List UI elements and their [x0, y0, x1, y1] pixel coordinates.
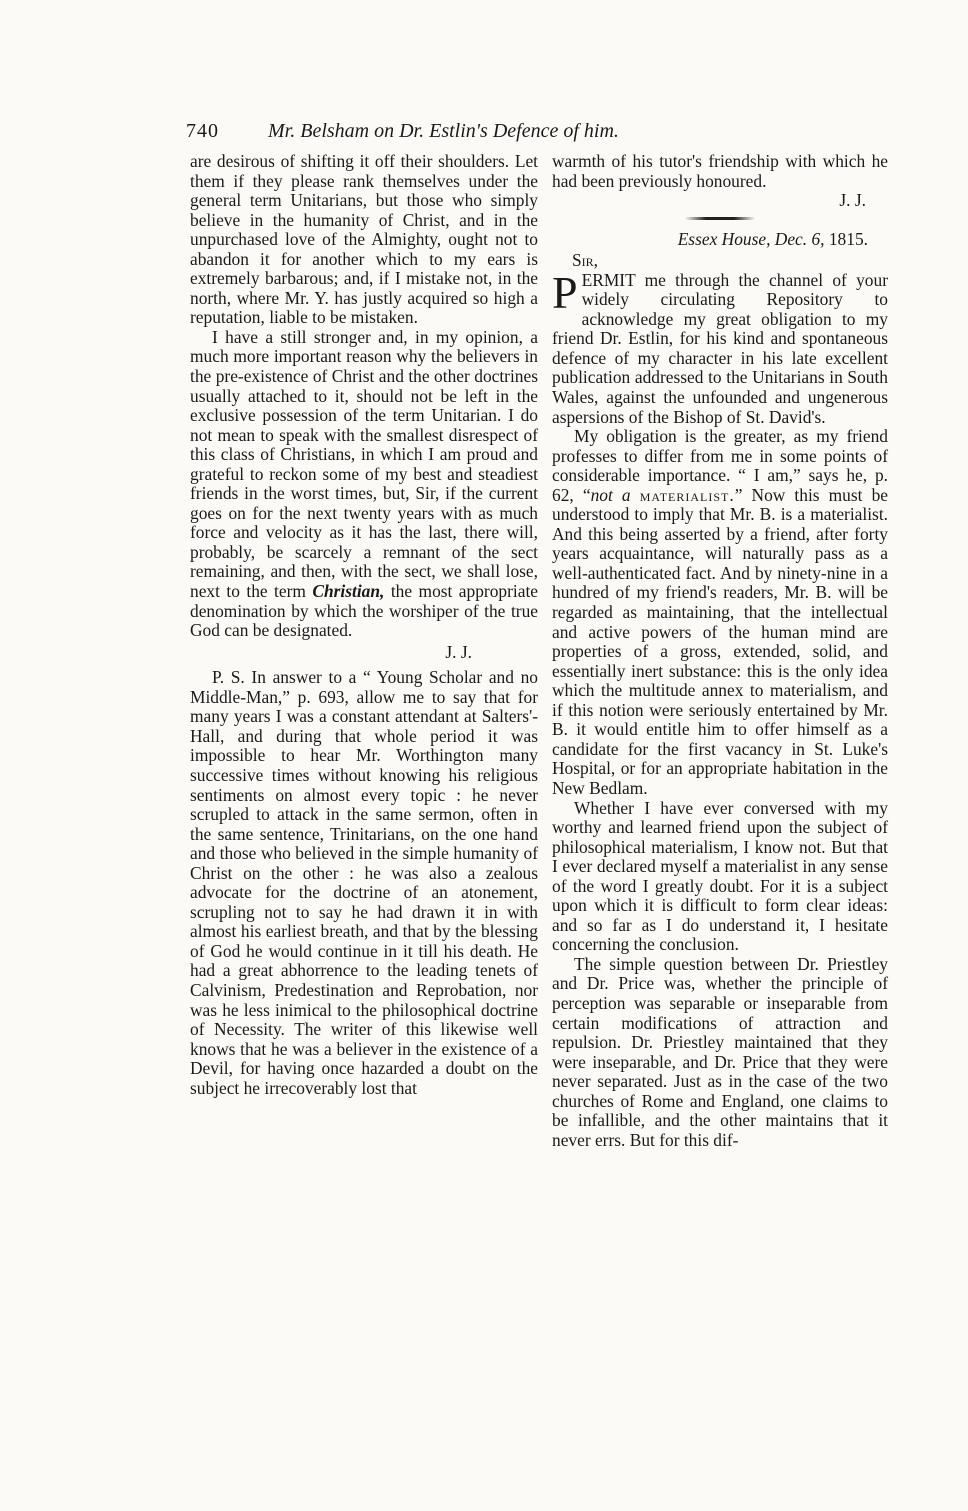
left-paragraph-2-text-a: I have a still stronger and, in my opinion, a much more important reason why the believers in the pre-existence of Christ and the other doctrines usually attached to it, should not be left in the exclusive possession of the term Unitarian. I do not mean to speak with the smallest disrespect of this class of Christians, in which I am proud and grateful to reckon some of my best and steadiest friends in the worst times, but, Sir, if the current goes on for the next twenty years with as much force and velocity as it has the last, there will, probably, be scarcely a remnant of the sect remaining, and then, with the sect, we shall lose, next to the term	[190, 326, 538, 602]
dateline-place: Essex House, Dec. 6,	[677, 228, 825, 249]
letter-paragraph-1-text: ERMIT me through the channel of your widely circulating Repository to acknowledge my great obligation to my friend Dr. Estlin, for his kind and spontaneous defence of my character in his late excellent publication addressed to the Unitarians in South Wales, against the unfounded and ungenerous aspersions of the Bishop of St. David's.	[552, 269, 888, 427]
letter-paragraph-2-smallcaps: materialist.	[639, 484, 735, 505]
page-header	[186, 116, 786, 146]
page-number: 740	[186, 120, 219, 142]
letter-salutation: Sir,	[572, 250, 599, 271]
right-signature: J. J.	[839, 190, 866, 211]
letter-paragraph-2	[552, 427, 888, 798]
postscript: P. S. In answer to a “ Young Scholar and no Middle-Man,” p. 693, allow me to say that for many years I was a constant attendant at Salters'-Hall, and during that whole period it was impossible to hear Mr. Worthington many successive times without knowing his religious sentiments on almost every topic : he never scrupled to attack in the same sermon, often in the same sentence, Trinitarians, on the one hand and those who believed in the simple humanity of Christ on the other : he was also a zealous advocate for the doctrine of an atonement, scrupling not to say he had drawn it in with almost his earliest breath, and that by the blessing of God he would continue in it till his death. He had a great abhorrence to the leading tenets of Calvinism, Predestination and Reprobation, nor was he less inimical to the philosophical doctrine of Necessity. The writer of this likewise well knows that he was a believer in the existence of a Devil, for having once hazarded a doubt on the subject he irrecoverably lost that	[190, 667, 538, 1098]
section-divider	[685, 217, 755, 220]
letter-dateline	[552, 230, 888, 250]
left-paragraph-1: are desirous of shifting it off their shoulders. Let them if they please rank themselves under the general term Unitarians, but those who simply believe in the humanity of Christ, and in the unpurchased love of the Almighty, ought not to abandon it for another which to my ears is extremely barbarous; and, if I mistake not, in the north, where Mr. Y. has justly acquired so high a reputation, liable to be mistaken.	[190, 151, 538, 328]
letter-paragraph-1	[552, 266, 888, 427]
left-paragraph-2-italic: Christian,	[312, 581, 385, 602]
letter-paragraph-3: Whether I have ever conversed with my worthy and learned friend upon the subject of philosophical materialism, I know not. But that I ever declared myself a materialist in any sense of the word I greatly doubt. For it is a subject upon which it is difficult to form clear ideas: and so far as I do understand it, I hesitate concerning the conclusion.	[552, 797, 888, 955]
left-column	[190, 152, 538, 1098]
right-column	[552, 152, 888, 1150]
left-paragraph-2-text-b: the most appropriate denomination by which the worshiper of the true God can be designated.	[190, 581, 538, 641]
letter-paragraph-2-text-b: ” Now this must be understood to imply that Mr. B. is a materialist. And this being asserted by a friend, after forty years acquaintance, will naturally pass as a well-authenticated fact. And by ninety-nine in a hundred of my friend's readers, Mr. B. will be regarded as maintaining, that the intellectual and active powers of the human mind are properties of a gross, extended, solid, and essentially inert substance: this is the only idea which the multitude annex to materialism, and if this notion were seriously entertained by Mr. B. it would entitle him to offer himself as a candidate for the first vacancy in St. Luke's Hospital, or for an appropriate habitation in the New Bedlam.	[552, 484, 888, 798]
left-signature: J. J.	[445, 641, 472, 662]
letter-paragraph-4: The simple question between Dr. Priestley and Dr. Price was, whether the principle of perception was separable or inseparable from certain modifications of attraction and repulsion. Dr. Priestley maintained that they were inseparable, and Dr. Price that they were never separated. Just as in the case of the two churches of Rome and England, one claims to be infallible, and the other maintains that it never errs. But for this dif-	[552, 953, 888, 1150]
letter-paragraph-2-text-a: My obligation is the greater, as my friend professes to differ from me in some points of considerable importance. “ I am,” says he, p. 62, “	[552, 426, 888, 505]
drop-cap: P	[552, 266, 578, 318]
running-head: Mr. Belsham on Dr. Estlin's Defence of him.	[268, 120, 619, 142]
letter-paragraph-2-italic: not a	[590, 484, 631, 505]
right-paragraph-1: warmth of his tutor's friendship with which he had been previously honoured.	[552, 151, 888, 191]
dateline-year: 1815.	[828, 228, 868, 249]
left-paragraph-2	[190, 328, 538, 641]
